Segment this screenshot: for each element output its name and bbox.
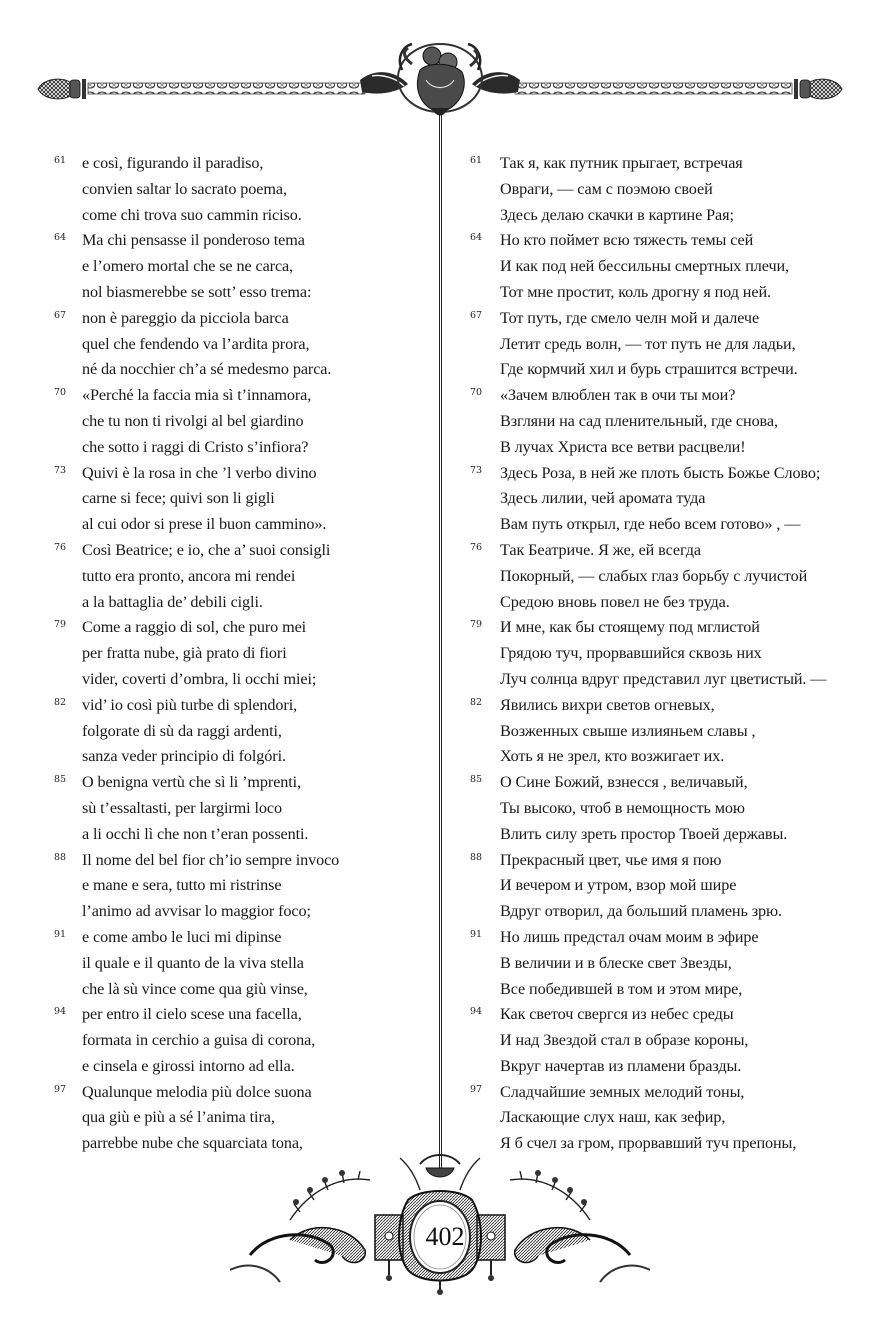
tercet: [470, 228, 870, 305]
verse-line: И над Звездой стал в образе короны,: [500, 1031, 749, 1050]
left-finial-icon: [38, 79, 86, 99]
verse-line: Вкруг начертав из пламени бразды.: [500, 1056, 742, 1075]
verse-line: «Зачем влюблен так в очи ты мои?: [500, 386, 736, 405]
line-number: 67: [54, 309, 67, 321]
verse-line: a la battaglia de’ debili cigli.: [82, 592, 263, 611]
tercet: [54, 770, 426, 847]
verse-line: «Perché la faccia mia sì t’innamora,: [82, 386, 312, 405]
tercet: [470, 848, 870, 925]
verse-line: per fratta nube, già prato di fiori: [82, 644, 287, 663]
verse-line: Но кто поймет всю тяжесть темы сей: [500, 231, 754, 250]
verse-line: il quale e il quanto de la viva stella: [82, 953, 304, 972]
italian-text-column: [54, 151, 426, 1157]
verse-line: Я б счел за гром, прорвавший туч препоны,: [500, 1134, 797, 1153]
verse-line: che tu non ti rivolgi al bel giardino: [82, 411, 304, 430]
line-number: 91: [470, 928, 483, 940]
line-number: 85: [470, 774, 483, 786]
verse-line: sanza veder principio di folgóri.: [82, 747, 286, 766]
verse-line: non è pareggio da picciola barca: [82, 308, 289, 327]
line-number: 70: [470, 387, 483, 399]
verse-line: Ласкающие слух наш, как зефир,: [500, 1108, 726, 1127]
verse-line: И вечером и утром, взор мой шире: [500, 876, 737, 895]
tercet: [54, 1002, 426, 1079]
verse-line: Средою вновь повел не без труда.: [500, 592, 730, 611]
verse-line: Луч солнца вдруг представил луг цветистый. —: [500, 669, 827, 688]
line-number: 82: [54, 696, 67, 708]
line-number: 64: [470, 232, 483, 244]
verse-line: a li occhi lì che non t’eran possenti.: [82, 824, 309, 843]
verse-line: Вдруг отворил, да больший пламень зрю.: [500, 902, 782, 921]
verse-line: Здесь Роза, в ней же плоть бысть Божье Слово;: [500, 463, 821, 482]
verse-line: Хоть я не зрел, кто возжигает их.: [500, 747, 725, 766]
line-number: 67: [470, 309, 483, 321]
tercet: [54, 848, 426, 925]
verse-line: al cui odor si prese il buon cammino».: [82, 515, 327, 534]
tercet: [54, 306, 426, 383]
line-number: 88: [470, 851, 483, 863]
line-number: 91: [54, 928, 67, 940]
tercet: [54, 228, 426, 305]
verse-line: e l’omero mortal che se ne carca,: [82, 257, 294, 276]
verse-line: e mane e sera, tutto mi ristrinse: [82, 876, 282, 895]
line-number: 61: [470, 155, 483, 166]
verse-line: Вам путь открыл, где небо всем готово» , —: [500, 515, 801, 534]
verse-line: O benigna vertù che sì li ’mprenti,: [82, 773, 302, 792]
verse-line: Ma chi pensasse il ponderoso tema: [82, 231, 305, 250]
verse-line: formata in cerchio a guisa di corona,: [82, 1031, 316, 1050]
tercet: [54, 461, 426, 538]
verse-line: qua giù e più a sé l’anima tira,: [82, 1108, 275, 1127]
verse-line: Так Беатриче. Я же, ей всегда: [500, 540, 701, 559]
line-number: 97: [54, 1083, 67, 1095]
line-number: 73: [470, 464, 483, 476]
verse-line: Возженных свыше излияньем славы ,: [500, 721, 756, 740]
verse-line: l’animo ad avvisar lo maggior foco;: [82, 902, 311, 921]
verse-line: Все победившей в том и этом мире,: [500, 979, 743, 998]
line-number: 88: [54, 851, 67, 863]
verse-line: В лучах Христа все ветви расцвели!: [500, 437, 746, 456]
line-number: 73: [54, 464, 67, 476]
verse-line: И мне, как бы стоящему под мглистой: [500, 618, 760, 637]
line-number: 94: [470, 1006, 483, 1018]
line-number: 82: [470, 696, 483, 708]
line-number: 61: [54, 155, 67, 166]
line-number: 97: [470, 1083, 483, 1095]
verse-line: Овраги, — сам с поэмою своей: [500, 179, 713, 198]
tercet: [54, 383, 426, 460]
line-number: 76: [470, 541, 483, 553]
verse-line: che sotto i raggi di Cristo s’infiora?: [82, 437, 309, 456]
line-number: 79: [54, 619, 67, 631]
verse-line: che là sù vince come qua giù vinse,: [82, 979, 308, 998]
verse-line: sù t’essaltasti, per largirmi loco: [82, 798, 282, 817]
page-number: 402: [425, 1222, 465, 1251]
verse-line: quel che fendendo va l’ardita prora,: [82, 334, 310, 353]
verse-line: Così Beatrice; e io, che a’ suoi consigli: [82, 540, 331, 559]
verse-line: Прекрасный цвет, чье имя я пою: [500, 850, 722, 869]
tercet: [470, 693, 870, 770]
verse-line: per entro il cielo scese una facella,: [82, 1005, 302, 1024]
verse-line: Тот путь, где смело челн мой и далече: [500, 308, 760, 327]
cherub-medallion-icon: [360, 44, 520, 116]
line-number: 85: [54, 774, 67, 786]
tercet: [470, 925, 870, 1002]
verse-line: Где кормчий хил и бурь страшится встречи.: [500, 360, 798, 379]
column-divider: [439, 112, 442, 1172]
verse-line: И как под ней бессильны смертных плечи,: [500, 257, 789, 276]
tercet: [54, 693, 426, 770]
verse-line: Покорный, — слабых глаз борьбу с лучистой: [500, 566, 808, 585]
verse-line: Здесь лилии, чей аромата туда: [500, 489, 706, 508]
verse-line: Влить силу зреть простор Твоей державы.: [500, 824, 788, 843]
tercet: [470, 461, 870, 538]
verse-line: e così, figurando il paradiso,: [82, 154, 264, 172]
line-number: 70: [54, 387, 67, 399]
verse-line: Взгляни на сад пленительный, где снова,: [500, 411, 778, 430]
verse-line: Quivi è la rosa in che ’l verbo divino: [82, 463, 317, 482]
tercet: [54, 151, 426, 228]
verse-line: Явились вихри светов огневых,: [500, 695, 715, 714]
tercet: [470, 151, 870, 228]
verse-line: О Сине Божий, взнесся , величавый,: [500, 773, 748, 792]
verse-line: Грядою туч, прорвавшийся сквозь них: [500, 644, 762, 663]
line-number: 76: [54, 541, 67, 553]
verse-line: tutto era pronto, ancora mi rendei: [82, 566, 296, 585]
verse-line: Здесь делаю скачки в картине Рая;: [500, 205, 734, 224]
verse-line: В величии и в блеске свет Звезды,: [500, 953, 732, 972]
tercet: [54, 538, 426, 615]
tercet: [470, 770, 870, 847]
verse-line: Сладчайшие земных мелодий тоны,: [500, 1082, 745, 1101]
verse-line: e come ambo le luci mi dipinse: [82, 927, 282, 946]
verse-line: vider, coverti d’ombra, li occhi miei;: [82, 669, 317, 688]
verse-line: e cinsela e girossi intorno ad ella.: [82, 1056, 295, 1075]
tercet: [470, 1002, 870, 1079]
verse-line: folgorate di sù da raggi ardenti,: [82, 721, 282, 740]
verse-line: Так я, как путник прыгает, встречая: [500, 154, 743, 172]
tercet: [54, 615, 426, 692]
verse-line: parrebbe nube che squarciata tona,: [82, 1134, 303, 1153]
tercet: [470, 538, 870, 615]
verse-line: nol biasmerebbe se sott’ esso trema:: [82, 282, 312, 301]
verse-line: convien saltar lo sacrato poema,: [82, 179, 287, 198]
tercet: [54, 925, 426, 1002]
verse-line: Qualunque melodia più dolce suona: [82, 1082, 312, 1101]
verse-line: Il nome del bel fior ch’io sempre invoco: [82, 850, 340, 869]
line-number: 64: [54, 232, 67, 244]
verse-line: Come a raggio di sol, che puro mei: [82, 618, 307, 637]
verse-line: Ты высоко, чтоб в немощность мою: [500, 798, 745, 817]
verse-line: Как светоч свергся из небес среды: [500, 1005, 734, 1024]
tercet: [470, 1080, 870, 1157]
tercet: [470, 306, 870, 383]
right-finial-icon: [794, 79, 842, 99]
verse-line: né da nocchier ch’a sé medesmo parca.: [82, 360, 332, 379]
tercet: [470, 615, 870, 692]
russian-text-column: [470, 151, 870, 1157]
verse-line: come chi trova suo cammin riciso.: [82, 205, 302, 224]
tercet: [54, 1080, 426, 1157]
line-number: 79: [470, 619, 483, 631]
verse-line: Тот мне простит, коль дрогну я под ней.: [500, 282, 771, 301]
line-number: 94: [54, 1006, 67, 1018]
verse-line: Но лишь предстал очам моим в эфире: [500, 927, 759, 946]
verse-line: Летит средь волн, — тот путь не для ладьи,: [500, 334, 796, 353]
tercet: [470, 383, 870, 460]
verse-line: vid’ io così più turbe di splendori,: [82, 695, 298, 714]
verse-line: carne si fece; quivi son li gigli: [82, 489, 275, 508]
